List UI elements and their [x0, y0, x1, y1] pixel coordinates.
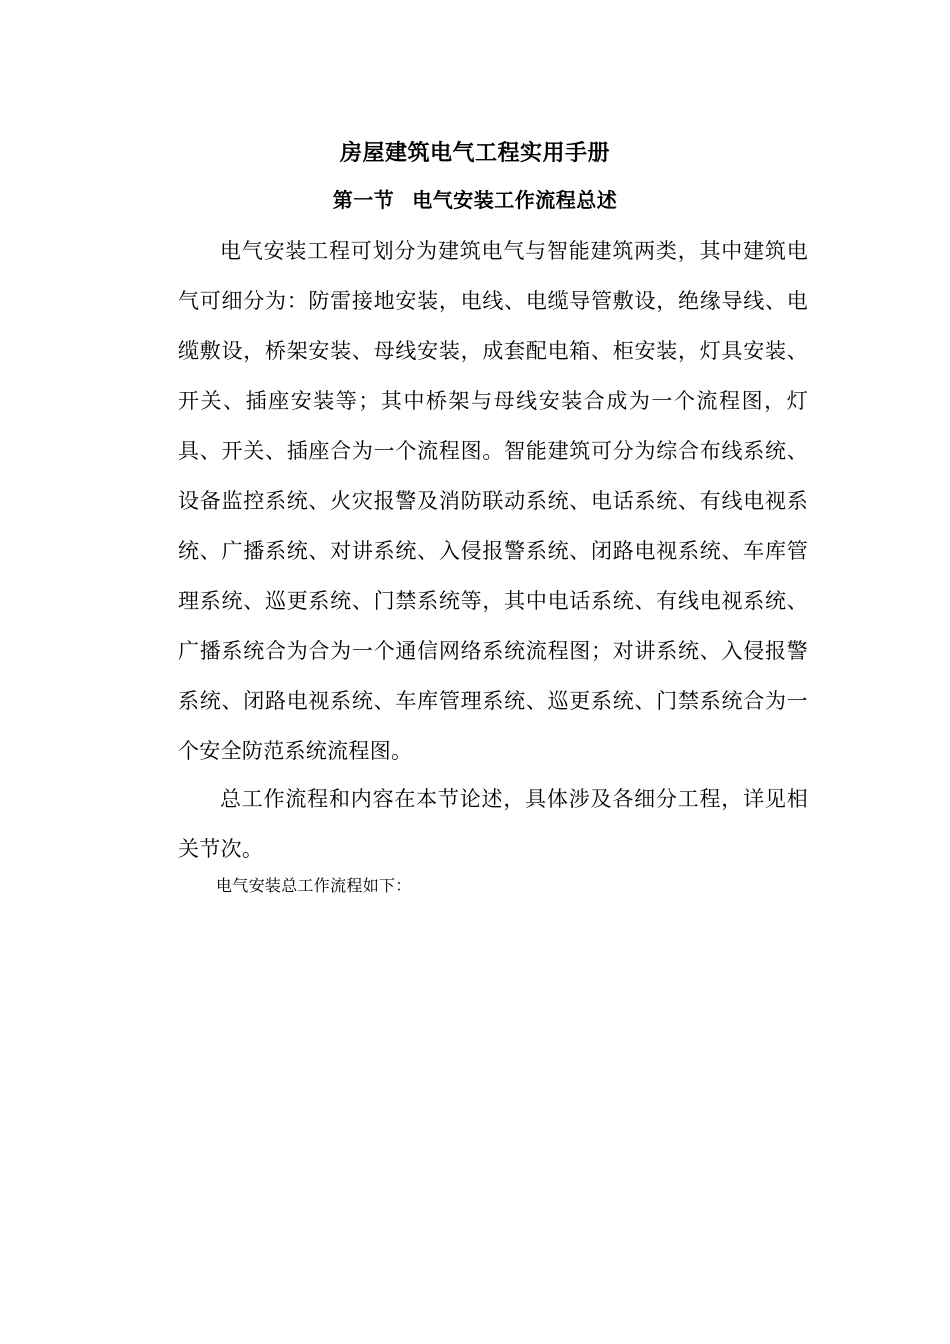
- document-title: 房屋建筑电气工程实用手册: [339, 140, 610, 166]
- body-paragraph-reference: 总工作流程和内容在本节论述，具体涉及各细分工程，详见相关节次。: [178, 787, 808, 861]
- body-paragraph-overview: 电气安装工程可划分为建筑电气与智能建筑两类，其中建筑电气可细分为：防雷接地安装，电线、电缆导管敷设，绝缘导线、电缆敷设，桥架安装、母线安装，成套配电箱、柜安装，灯具安装、开关、插座安装等；其中桥架与母线安装合成为一个流程图，灯具、开关、插座合为一个流程图。智能建筑可分为综合布线系统、设备监控系统、火灾报警及消防联动系统、电话系统、有线电视系统、广播系统、对讲系统、入侵报警系统、闭路电视系统、车库管理系统、巡更系统、门禁系统等，其中电话系统、有线电视系统、广播系统合为合为一个通信网络系统流程图；对讲系统、入侵报警系统、闭路电视系统、车库管理系统、巡更系统、门禁系统合为一个安全防范系统流程图。: [178, 239, 808, 763]
- flow-intro-line: 电气安装总工作流程如下：: [216, 876, 412, 895]
- section-heading: [0, 184, 950, 216]
- section-number: 第一节: [332, 188, 395, 212]
- section-heading-text: 电气安装工作流程总述: [412, 188, 618, 212]
